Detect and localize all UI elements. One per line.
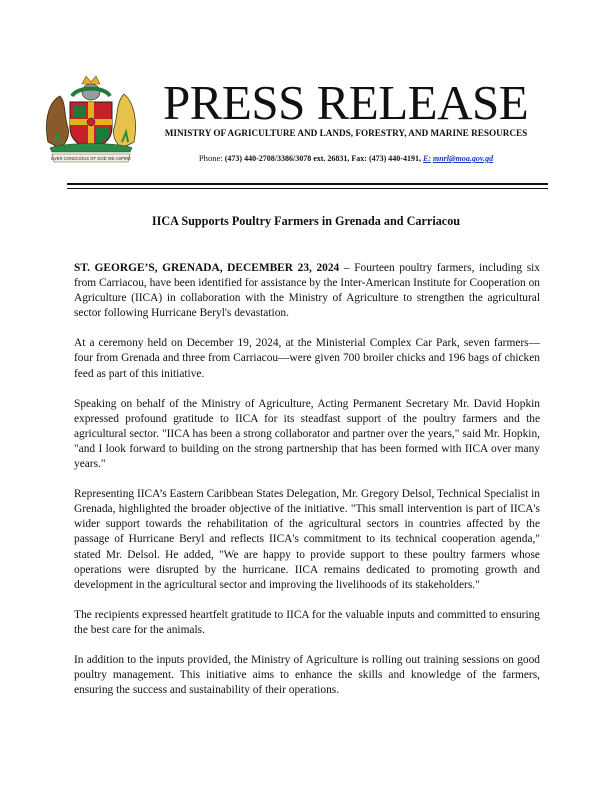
dateline: ST. GEORGE’S, GRENADA, DECEMBER 23, 2024 (74, 262, 340, 274)
header-divider-bottom (67, 188, 548, 189)
email-label: E: (422, 154, 431, 163)
paragraph-2: At a ceremony held on December 19, 2024, at the Ministerial Complex Car Park, seven farmers—four from Grenada and three from Carriacou—were given 700 broiler chicks and 196 bags of chicken feed as part of this initiative. (74, 337, 540, 380)
paragraph-5: The recipients expressed heartfelt gratitude to IICA for the valuable inputs and committed to ensuring the best care for the animals. (74, 608, 540, 636)
paragraph-1 (74, 261, 540, 321)
article-body (74, 261, 540, 713)
paragraph-1-text: – Fourteen poultry farmers, including six from Carriacou, have been identified for assistance by the Inter-American Institute for Cooperation on Agriculture (IICA) in collaboration with the Ministry of Agriculture to strengthen the agricultural sector following Hurricane Beryl's devastation. (74, 262, 540, 320)
coat-of-arms-icon (42, 72, 140, 164)
ministry-name: MINISTRY OF AGRICULTURE AND LANDS, FORESTRY, AND MARINE RESOURCES (164, 128, 528, 138)
phone-label: Phone: (198, 153, 223, 163)
phone-numbers: (473) 440-2708/3386/3078 ext. 26831, Fax: (473) 440-4191, (224, 154, 421, 163)
article-headline: IICA Supports Poultry Farmers in Grenada and Carriacou (151, 214, 461, 228)
paragraph-6: In addition to the inputs provided, the Ministry of Agriculture is rolling out training sessions on good poultry management. This initiative aims to enhance the skills and knowledge of the farmers, ensuring the success and sustainability of their operations. (74, 653, 540, 697)
header-divider-top (67, 183, 548, 185)
email-link[interactable]: mnrl@moa.gov.gd (432, 154, 494, 163)
paragraph-3: Speaking on behalf of the Ministry of Agriculture, Acting Permanent Secretary Mr. David Hopkin expressed profound gratitude to IICA for its steadfast support of the poultry farmers and the agricultural sector. "IICA has been a strong collaborator and partner over the years," said Mr. Hopkin, "and I look forward to building on the strong partnership that has been formed with IICA over many years." (74, 397, 540, 471)
crest-motto-text: EVER CONSCIOUS OF GOD WE ASPIRE (51, 156, 131, 161)
contact-line (150, 153, 542, 164)
page-title: PRESS RELEASE (163, 75, 529, 130)
paragraph-4: Representing IICA’s Eastern Caribbean States Delegation, Mr. Gregory Delsol, Technical Specialist in Grenada, highlighted the broader objective of the initiative. "This small intervention is part of IICA's wider support towards the rehabilitation of the agricultural sectors in countries affected by the passage of Hurricane Beryl and reflects IICA's commitment to its technical cooperation agenda," stated Mr. Delsol. He added, "We are happy to provide support to these poultry farmers whose operations were disrupted by the hurricane. IICA remains dedicated to promoting growth and development in the agricultural sector and improving the livelihoods of its stakeholders." (74, 488, 540, 591)
